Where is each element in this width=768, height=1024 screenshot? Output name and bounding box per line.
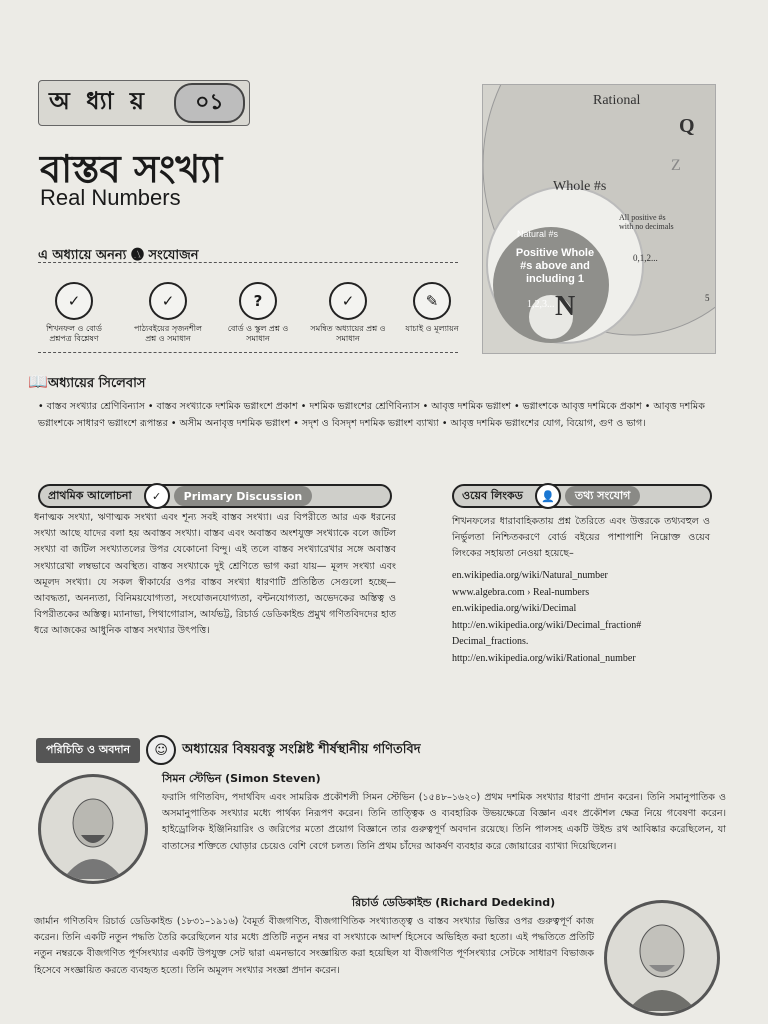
web-intro-text: শিখনফলের ধারাবাহিকতায় প্রশ্ন তৈরিতে এবং উত্তরকে তথ্যবহুল ও নির্ভুলতা নিশ্চিতকরণে বোর্ড বইয়ের পাশাপাশি নিম্নোক্ত ওয়েব লিংকের সহায়তা নেওয়া হয়েছে–	[452, 516, 710, 560]
mathematicians-banner	[36, 738, 566, 762]
web-link[interactable]: http://en.wikipedia.org/wiki/Rational_number	[452, 652, 636, 664]
web-link[interactable]: en.wikipedia.org/wiki/Natural_number	[452, 570, 608, 581]
page-title-bn: বাস্তব সংখ্যা	[40, 147, 223, 191]
number-set-diagram	[482, 84, 716, 354]
web-link[interactable]: http://en.wikipedia.org/wiki/Decimal_fraction#	[452, 619, 642, 631]
mathematicians-title: অধ্যায়ের বিষয়বস্তু সংশ্লিষ্ট শীর্ষস্থানীয় গণিতবিদ	[182, 741, 421, 757]
simon-steven-portrait	[38, 774, 148, 884]
web-link[interactable]: Decimal_fractions.	[452, 636, 529, 647]
label-all-positive: All positive #s with no decimals	[619, 213, 674, 231]
mathematicians-label: পরিচিতি ও অবদান	[36, 738, 140, 763]
feature-label: পাঠ্যবইয়ের সৃজনশীল প্রশ্ন ও সমাধান	[133, 324, 203, 343]
feature-item	[128, 282, 208, 344]
additions-divider	[38, 262, 458, 263]
steven-name: সিমন স্টেভিন (Simon Steven)	[162, 772, 321, 785]
portrait-figure	[609, 905, 715, 1011]
web-label-left: ওয়েব লিংকড	[462, 488, 523, 502]
label-whole: Whole #s	[553, 179, 607, 194]
additions-bottom-divider	[38, 352, 458, 353]
chapter-word: অ ধ্যা য়	[49, 87, 149, 115]
feature-item	[392, 282, 472, 334]
label-side-mark: 5	[705, 293, 710, 303]
primary-discussion-header	[38, 484, 392, 508]
web-linked-header	[452, 484, 712, 508]
label-rational: Rational	[593, 93, 641, 108]
label-n: N	[555, 291, 576, 322]
label-z: Z	[671, 157, 681, 174]
syllabus-title: অধ্যায়ের সিলেবাস	[48, 376, 146, 391]
dedekind-text: জার্মান গণিতবিদ রিচার্ড ডেডিকাইন্ড (১৮৩১–১৯১৬) বৈমূর্ত বীজগণিত, বীজগাণিতিক সংখ্যাতত্ত্ব ও বাস্তব সংখ্যার ভিত্তির ওপর গুরুত্বপূর্ণ কাজ করেন। তিনি একটি নতুন পদ্ধতি তৈরি করেছিলেন যার মধ্যে প্রতিটি নতুন নম্বর বা সংখ্যাকে আদর্শ হিসেবে অভিহিত করা হতো। এই পদ্ধতিতে প্রতিটি নতুন নম্বরকে বীজগণিত পূর্ণসংখ্যার একটি উপযুক্ত সেট দ্বারা এমনভাবে সংজ্ঞায়িত করা হয়েছিল যা বীজগণিত পূর্ণসংখ্যার সেটকে সাধারণ বিভাজক হিসেবে সংজ্ঞায়িত করতে ব্যবহৃত হতো। তিনি অমূলদ সংখ্যার সংজ্ঞা প্রদান করেন।	[34, 916, 594, 976]
check-icon: ✓	[55, 282, 93, 320]
syllabus-text: • বাস্তব সংখ্যার শ্রেণিবিন্যাস • বাস্তব সংখ্যাকে দশমিক ভগ্নাংশে প্রকাশ • দশমিক ভগ্নাংশের শ্রেণিবিন্যাস • আবৃত্ত দশমিক ভগ্নাংশ • ভগ্নাংশকে আবৃত্ত দশমিকে প্রকাশ • আবৃত্ত দশমিক ভগ্নাংশকে সাধারণ ভগ্নাংশে রূপান্তর • অসীম অনাবৃত্ত দশমিক ভগ্নাংশ • সদৃশ ও বিসদৃশ দশমিক ভগ্নাংশ ব্যাখ্যা • আবৃত্ত দশমিক ভগ্নাংশের যোগ, বিয়োগ, গুণ ও ভাগ।	[38, 401, 705, 429]
label-positive-whole: Positive Whole #s above and including 1	[515, 247, 595, 285]
web-link[interactable]: www.algebra.com › Real-numbers	[452, 586, 590, 598]
feature-item	[218, 282, 298, 344]
feature-item	[34, 282, 114, 344]
check-icon: ✓	[144, 483, 170, 509]
additions-title: এ অধ্যায়ে অনন্য 🅐 সংযোজন	[38, 248, 199, 263]
feature-label: সমন্বিত অধ্যায়ের প্রশ্ন ও সমাধান	[310, 324, 386, 343]
web-link-list	[452, 568, 732, 667]
primary-label-en: Primary Discussion	[174, 486, 313, 506]
feature-label: যাচাই ও মূল্যায়ন	[405, 324, 459, 333]
chapter-tag	[38, 80, 250, 126]
head-icon: ☺	[146, 735, 176, 765]
steven-text: ফরাসি গণিতবিদ, পদার্থবিদ এবং সামরিক প্রকৌশলী সিমন স্টেভিন (১৫৪৮–১৬২০) প্রথম দশমিক সংখ্যার ধারণা প্রদান করেন। তিনি সমানুপাতিক ও অসমানুপাতিক সংখ্যার মধ্যে পার্থক্য নিরূপণ করেন। তিনি তাত্ত্বিক ও ব্যবহারিক উভয়ক্ষেত্রে বিজ্ঞান এবং প্রকৌশল ক্ষেত্র নিয়ে গবেষণা করেন। হাইড্রোলিক ইঞ্জিনিয়ারিং ও জরিপের মতো প্রয়োগ বিজ্ঞানে তার গুরুত্বপূর্ণ অবদান রয়েছে। তিনি পালসহ একটি উইন্ড রথ আবিষ্কার করেছিলেন, যা বাতাসের শক্তিতে ঘোড়ার চেয়েও বেশি বেগে চলত। তিনি প্রথম চাঁদের আকর্ষণ ব্যবহার করে জোয়ারের ব্যাখ্যা দিয়েছিলেন।	[162, 792, 726, 852]
label-natural: Natural #s	[517, 229, 559, 239]
pencil-icon: ✎	[413, 282, 451, 320]
user-icon: 👤	[535, 483, 561, 509]
web-label-right: তথ্য সংযোগ	[565, 486, 641, 506]
dedekind-name: রিচার্ড ডেডিকাইন্ড (Richard Dedekind)	[352, 896, 556, 909]
web-link[interactable]: en.wikipedia.org/wiki/Decimal	[452, 603, 577, 614]
label-123: 1,2,3...	[527, 299, 555, 310]
primary-discussion-text: ধনাত্মক সংখ্যা, ঋণাত্মক সংখ্যা এবং শূন্য সবই বাস্তব সংখ্যা। এর বিপরীতে আর এক ধরনের সংখ্যা আছে যাদের বলা হয় অবাস্তব সংখ্যা। বাস্তব এবং অবাস্তব অংশযুক্ত সংখ্যাকে বলে জটিল সংখ্যা বা জটিল সংখ্যাতলের উপর যেকোনো বিন্দু। এই তলে বাস্তব সংখ্যারেখার সঙ্গে অবাস্তব সংখ্যারেখা লম্বভাবে অবস্থিত। বাস্তব সংখ্যাকে দুই শ্রেণিতে ভাগ করা যায়— মূলদ সংখ্যা এবং অমূলদ সংখ্যা। যে সকল স্বীকার্যের ওপর বাস্তব সংখ্যা ধারণাটি প্রতিষ্ঠিত সেগুলো হচ্ছে— আবদ্ধতা, অনন্যতা, বিনিময়যোগ্যতা, সংযোজনযোগ্যতা, বন্টনযোগ্যতা, অভেদকের অস্তিত্ব ও বিপরীতকের অস্তিত্ব। ম্যানাভা, পিথাগোরাস, আর্যভট্ট, রিচার্ড ডেডিকাইন্ড প্রমুখ গণিতবিদদের হাত ধরে আজকের আধুনিক বাস্তব সংখ্যার উৎপত্তি।	[34, 512, 396, 637]
portrait-figure	[43, 779, 143, 879]
primary-label-bn: প্রাথমিক আলোচনা	[48, 488, 132, 502]
book-icon: 📖	[28, 372, 48, 391]
label-zero: 0,1,2...	[633, 253, 658, 263]
feature-item	[308, 282, 388, 344]
chapter-number: ০১	[174, 83, 245, 123]
page-title-en: Real Numbers	[40, 185, 181, 210]
question-icon: ?	[239, 282, 277, 320]
check-icon: ✓	[149, 282, 187, 320]
label-q: Q	[679, 115, 695, 137]
feature-label: বোর্ড ও স্কুল প্রশ্ন ও সমাধান	[227, 324, 289, 343]
feature-label: শিখনফল ও বোর্ড প্রশ্নপত্র বিশ্লেষণ	[46, 324, 102, 343]
check-icon: ✓	[329, 282, 367, 320]
richard-dedekind-portrait	[604, 900, 720, 1016]
